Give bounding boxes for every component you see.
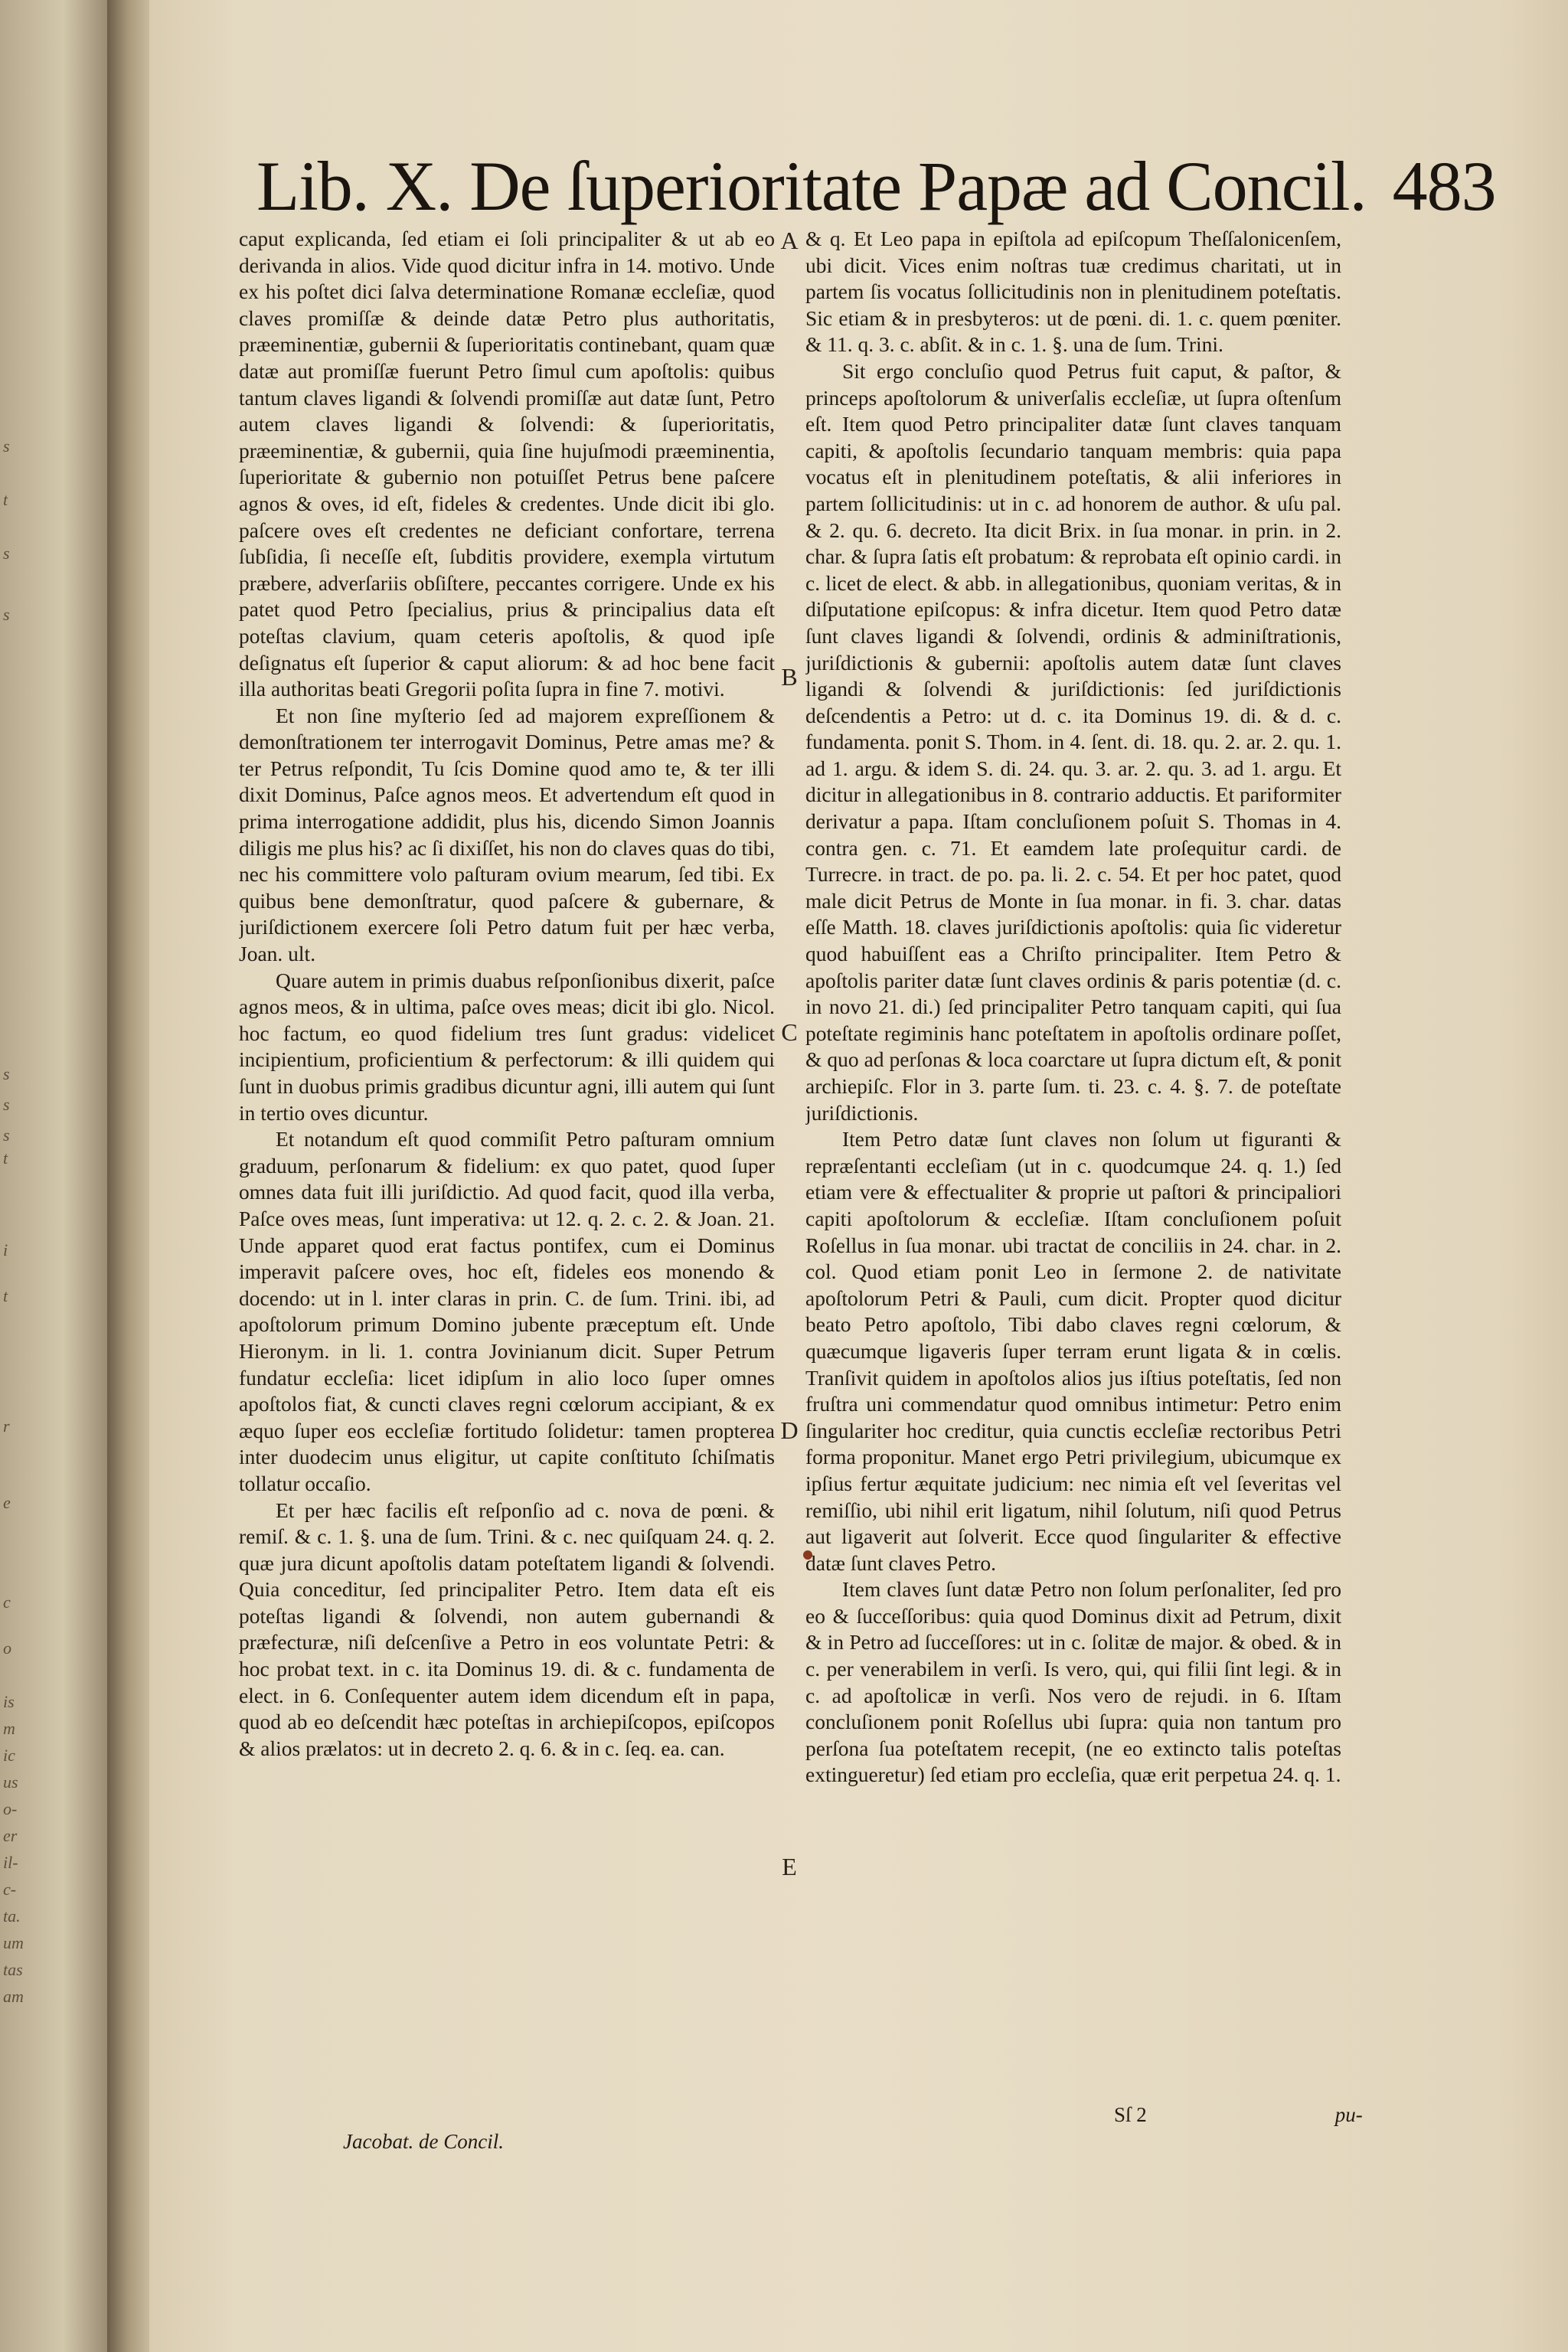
left-text-column [239,226,775,2201]
margin-fragment: s [3,436,10,456]
paragraph: caput explicanda, ſed etiam ei ſoli principaliter & ut ab eo derivanda in alios. Vide quod dicitur infra in 14. motivo. Unde ex his poſtet dici ſalva determinatione Romanæ eccleſiæ, quod claves promiſſæ & deinde datæ Petro plus authoritatis, præeminentiæ, gubernii & ſuperioritatis continebant, quam quæ datæ aut promiſſæ fuerunt Petro ſimul cum apoſtolis: quibus tantum claves ligandi & ſolvendi promiſſæ aut datæ ſunt, Petro autem claves ligandi & ſolvendi: & ſuperioritatis, præeminentiæ, & gubernii, quia ſine hujuſmodi præeminentia, ſuperioritate & gubernio non potuiſſet Petrus bene paſcere agnos & oves, id eſt, fideles & credentes. Unde dicit ibi glo. paſcere oves eſt credentes ne deficiant confortare, terrena ſubſidia, ſi neceſſe eſt, ſubditis providere, exempla virtutum præbere, adverſariis obſiſtere, peccantes corrigere. Unde ex his patet quod Petro ſpecialius, prius & principalius data eſt poteſtas clavium, quam ceteris apoſtolis, & quod ipſe deſignatus eſt ſuperior & caput aliorum: & ad hoc bene facit illa authoritas beati Gregorii poſita ſupra in fine 7. motivi. [239,227,775,701]
margin-fragment: s [3,544,10,563]
section-letter-e: E [782,1853,797,1880]
running-head-title: Lib. X. De ſuperioritate Papæ ad Concil. [256,147,1367,225]
section-letter-c: C [781,1018,798,1046]
left-catchword: Jacobat. de Concil. [343,2130,504,2153]
margin-fragment: o [3,1638,11,1658]
margin-fragment: um [3,1933,24,1952]
right-text-column [805,226,1341,2201]
margin-fragment: m [3,1719,15,1738]
margin-fragment: c [3,1592,11,1612]
section-letter-b: B [781,663,798,691]
running-head [256,144,1496,228]
page-number: 483 [1392,147,1496,225]
paragraph: Et per hæc facilis eſt reſponſio ad c. nova de pœni. & remiſ. & c. 1. §. una de ſum. Trini. & c. nec quiſquam 24. q. 2. quæ jura dicunt apoſtolis datam poteſtatem ligandi & ſolvendi. Quia conceditur, ſed principaliter Petro. Item data eſt eis poteſtas ligandi & ſolvendi, non autem gubernandi & præfecturæ, niſi deſcenſive a Petro in eos voluntate Petri: & hoc probat text. in c. ita Dominus 19. di. & c. fundamenta de elect. in 6. Conſequenter autem idem dicendum eſt in papa, quod ab eo deſcendit hæc poteſtas in archiepiſcopos, epiſcopos & alios prælatos: ut in decreto 2. q. 6. & in c. ſeq. ea. can. [239,1498,775,1760]
margin-fragment: s [3,605,10,624]
margin-fragment: tas [3,1960,23,1979]
paragraph: Quare autem in primis duabus reſponſionibus dixerit, paſce agnos meos, & in ultima, paſce oves meas; dicit ibi glo. Nicol. hoc factum, eo quod fidelium tres ſunt gradus: videlicet incipientium, proficientium & perfectorum: & illi quidem qui ſunt in duobus primis gradibus dicuntur agni, illi autem qui ſunt in tertio oves dicuntur. [239,968,775,1125]
catchword: pu- [1334,2103,1363,2126]
margin-fragment: t [3,490,8,509]
page-footer [1114,2103,1363,2127]
margin-fragment: e [3,1493,11,1512]
margin-fragment: i [3,1240,8,1259]
margin-fragment: il- [3,1853,18,1872]
signature-mark: Sſ 2 [1114,2103,1147,2126]
margin-fragment: s [3,1064,10,1083]
paragraph: Item claves ſunt datæ Petro non ſolum perſonaliter, ſed pro eo & ſucceſſoribus: quia quod Dominus dixit ad Petrum, dixit & in Petro ad ſucceſſores: ut in c. ſolitæ de major. & obed. & in c. per venerabilem in verſi. Is vero, qui, qui filii ſint legi. & in c. ad apoſtolicæ in verſi. Nos vero de rejudi. in 6. Iſtam concluſionem ponit Roſellus ubi ſupra: quia non tantum pro perſona ſua poteſtatem recepit, (ne eo extincto talis poteſtas extingueretur) ſed etiam pro eccleſia, quæ erit perpetua 24. q. 1. [805,1577,1341,1787]
margin-fragment: c- [3,1880,17,1899]
paragraph: Et non ſine myſterio ſed ad majorem expreſſionem & demonſtrationem ter interrogavit Dominus, Petre amas me? & ter Petrus reſpondit, Tu ſcis Domine quod amo te, & ter illi dixit Dominus, Paſce agnos meos. Et advertendum eſt quod in prima interrogatione addidit, plus his, dicendo Simon Joannis diligis me plus his? ac ſi dixiſſet, his non do claves quas do tibi, nec his committere volo paſturam ovium mearum, ſed tibi. Ex quibus bene demonſtratur, quod paſcere & gubernare, & juriſdictionem exercere ſoli Petro datum fuit per hæc verba, Joan. ult. [239,703,775,966]
margin-fragment: ic [3,1746,15,1765]
margin-fragment: er [3,1826,18,1845]
paragraph: Et notandum eſt quod commiſit Petro paſturam omnium graduum, perſonarum & fidelium: ex quo patet, quod ſuper omnes data fuit illi juriſdictio. Ad quod facit, quod illa verba, Paſce oves meas, ſunt imperativa: ut 12. q. 2. c. 2. & Joan. 21. Unde apparet quod erat factus pontifex, cum ei Dominus imperavit paſcere oves, hoc eſt, fideles eos monendo & docendo: ut in l. inter claras in prin. C. de ſum. Trini. ibi, ad apoſtolorum primum Domino jubente præceptum eſt. Unde Hieronym. in li. 1. contra Jovinianum dicit. Super Petrum fundatur eccleſia: licet idipſum in alio loco ſuper omnes apoſtolos fiat, & cuncti claves regni cœlorum accipiant, & ex æquo ſuper eos eccleſiæ fortitudo ſolidetur: tamen propterea inter duodecim unus eligitur, ut capite conſtituto ſchiſmatis tollatur occaſio. [239,1127,775,1495]
paragraph: Item Petro datæ ſunt claves non ſolum ut figuranti & repræſentanti eccleſiam (ut in c. quodcumque 24. q. 1.) ſed etiam vere & effectualiter & proprie ut paſtori & principaliori capiti apoſtolorum & eccleſiæ. Iſtam concluſionem poſuit Roſellus in ſua monar. ubi tractat de conciliis in 24. char. in 2. col. Quod etiam ponit Leo in ſermone 2. de nativitate apoſtolorum Petri & Pauli, cum dicit. Propter quod dicitur beato Petro apoſtolo, Tibi dabo claves regni cœlorum, & quæcumque ligaveris ſuper terram erunt ligata & in cœlis. Tranſivit quidem in apoſtolos alios jus iſtius poteſtatis, ſed non fruſtra uni commendatur quod omnibus intimetur: Petro enim ſingulariter hoc creditur, quia cunctis eccleſiæ rectoribus Petri forma proponitur. Manet ergo Petri privilegium, ubicumque ex ipſius fertur æquitate judicium: nec nimia eſt vel ſeveritas vel remiſſio, ubi nihil erit ligatum, nihil ſolutum, niſi quod Petrus aut ligaverit aut ſolverit. Ecce quod ſingulariter & effective datæ ſunt claves Petro. [805,1127,1341,1575]
margin-fragment: t [3,1148,8,1168]
margin-fragment: s [3,1125,10,1145]
margin-fragment: is [3,1692,15,1711]
margin-fragment: r [3,1416,10,1436]
margin-fragment: t [3,1286,8,1305]
paragraph: Sit ergo concluſio quod Petrus fuit caput, & paſtor, & princeps apoſtolorum & univerſalis eccleſiæ, ut ſupra oſtenſum eſt. Item quod Petro principaliter datæ ſunt claves tanquam capiti, & apoſtolis ſecundario tanquam membris: quia papa vocatus eſt in plenitudinem poteſtatis, & alii inferiores in partem ſollicitudinis: ut in c. ad honorem de author. & uſu pal. & 2. qu. 6. decreto. Ita dicit Brix. in ſua monar. in prin. in 2. char. & ſupra ſatis eſt probatum: & reprobata eſt opinio cardi. in c. licet de elect. & abb. in allegationibus, quoniam veritas, & in diſputatione epiſcopus: & infra dicetur. Item quod Petro datæ ſunt claves ligandi & ſolvendi, ordinis & adminiſtrationis, juriſdictionis & gubernii: apoſtolis autem datæ ſunt claves ligandi & ſolvendi & juriſdictionis: ſed juriſdictionis deſcendentis a Petro: ut d. c. ita Dominus 19. di. & d. c. fundamenta. ponit S. Thom. in 4. ſent. di. 18. qu. 2. ar. 2. qu. 1. ad 1. argu. & idem S. di. 24. qu. 3. ar. 2. qu. 3. ad 1. argu. Et dicitur in allegationibus in 8. contrario adductis. Et pariformiter derivatur a papa. Iſtam concluſionem poſuit S. Thomas in 4. contra gen. c. 71. Et eamdem late proſequitur cardi. de Turrecre. in tract. de po. pa. li. 2. c. 54. Et per hoc patet, quod male dicit Petrus de Monte in ſua monar. in fi. 3. char. datas eſſe Matth. 18. claves juriſdictionis apoſtolis: quia ſic videretur quod habuiſſent eas a Chriſto principaliter. Item Petro & apoſtolis pariter datæ ſunt claves ordinis & paris potentiæ (d. c. in novo 21. di.) ſed principaliter Petro tanquam capiti, qui ſua poteſtate regiminis hanc poteſtatem in apoſtolis ordinare poſſet, & quo ad perſonas & loca coarctare ut ſupra dictum eſt, & ponit archiepiſc. Flor in 3. parte ſum. ti. 23. c. 4. §. 7. de poteſtate juriſdictionis. [805,358,1341,1125]
margin-fragment: ta. [3,1906,21,1926]
margin-fragment: us [3,1772,18,1792]
section-letter-a: A [780,227,799,254]
margin-fragment: am [3,1987,24,2006]
paragraph: & q. Et Leo papa in epiſtola ad epiſcopum Theſſalonicenſem, ubi dicit. Vices enim noſtras tuæ credimus charitati, ut in partem ſis vocatus ſollicitudinis non in plenitudinem poteſtatis. Sic etiam & in presbyteros: ut de pœni. di. 1. c. quem pœniter. & 11. q. 3. c. abſit. & in c. 1. §. una de ſum. Trini. [805,227,1341,357]
margin-fragment: o- [3,1799,18,1818]
margin-fragment: s [3,1095,10,1114]
section-letter-d: D [780,1416,799,1444]
